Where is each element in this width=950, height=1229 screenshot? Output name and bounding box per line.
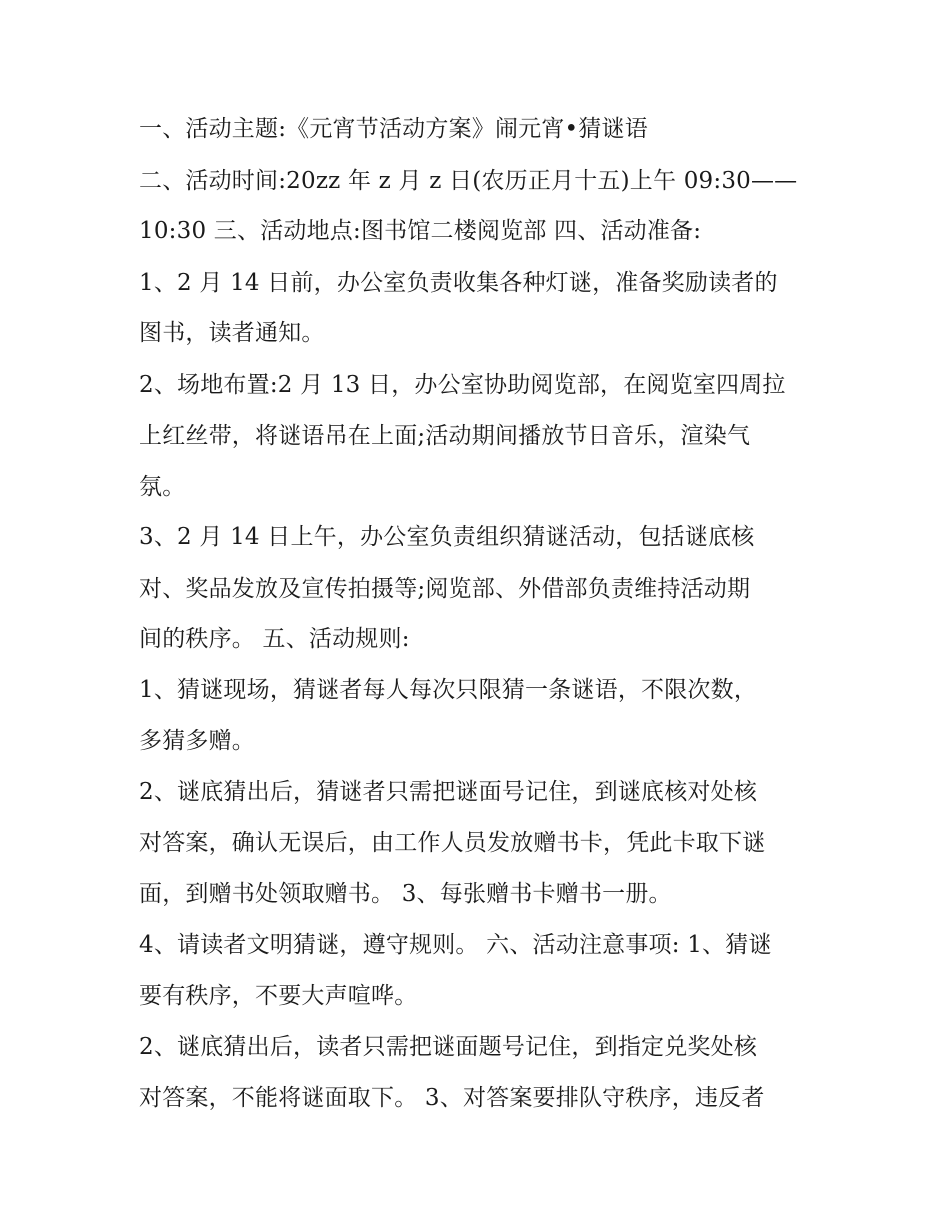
text-line-11: 间的秩序。 五、活动规则: [139,626,410,652]
text-line-3: 10:30 三、活动地点:图书馆二楼阅览部 四、活动准备: [139,218,702,244]
text-line-2: 二、活动时间:20zz 年 z 月 z 日(农历正月十五)上午 09:30—— [139,168,798,194]
text-line-18: 要有秩序，不要大声喧哗。 [139,983,418,1009]
text-line-7: 上红丝带，将谜语吊在上面;活动期间播放节日音乐，渲染气 [139,423,751,449]
text-line-9: 3、2 月 14 日上午，办公室负责组织猜谜活动，包括谜底核 [139,524,755,550]
text-line-10: 对、奖品发放及宣传拍摄等;阅览部、外借部负责维持活动期 [139,576,751,602]
text-line-20: 对答案，不能将谜面取下。 3、对答案要排队守秩序，违反者 [139,1085,765,1111]
text-line-16: 面，到赠书处领取赠书。 3、每张赠书卡赠书一册。 [139,881,672,907]
text-line-13: 多猜多赠。 [139,728,255,754]
text-line-19: 2、谜底猜出后，读者只需把谜面题号记住，到指定兑奖处核 [139,1034,758,1060]
text-line-17: 4、请读者文明猜谜，遵守规则。 六、活动注意事项: 1、猜谜 [139,932,772,958]
text-line-12: 1、猜谜现场，猜谜者每人每次只限猜一条谜语，不限次数， [139,677,758,703]
text-line-8: 氛。 [139,474,186,500]
text-line-4: 1、2 月 14 日前，办公室负责收集各种灯谜，准备奖励读者的 [139,270,778,296]
text-line-15: 对答案，确认无误后，由工作人员发放赠书卡，凭此卡取下谜 [139,830,766,856]
text-line-14: 2、谜底猜出后，猜谜者只需把谜面号记住，到谜底核对处核 [139,779,758,805]
text-line-5: 图书，读者通知。 [139,320,325,346]
text-line-6: 2、场地布置:2 月 13 日，办公室协助阅览部，在阅览室四周拉 [139,372,786,398]
text-line-1: 一、活动主题:《元宵节活动方案》闹元宵•猜谜语 [139,116,648,142]
